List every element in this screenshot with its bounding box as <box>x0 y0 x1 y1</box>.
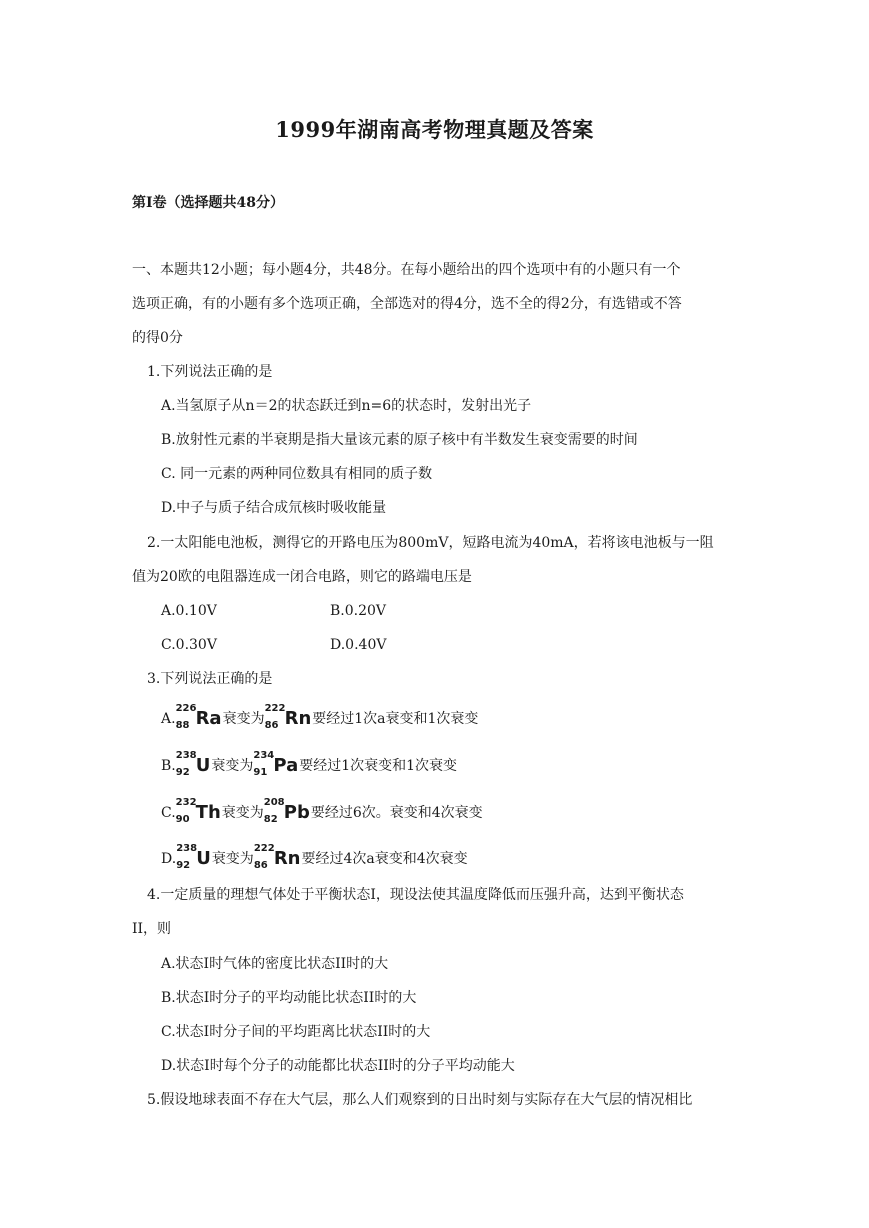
element-symbol: Pa <box>273 755 299 776</box>
atomic-number: 86 <box>264 720 279 731</box>
q5-stem-line-1: 5.假设地球表面不存在大气层，那么人们观察到的日出时刻与实际存在大气层的情况相比 <box>147 1092 693 1108</box>
intro-line-3: 的得0分 <box>132 330 183 346</box>
option-suffix: 要经过1次a衰变和1次衰变 <box>312 711 479 727</box>
element-symbol: U <box>195 755 211 776</box>
q4-option-a: A.状态I时气体的密度比状态II时的大 <box>161 956 389 972</box>
q1-option-c: C. 同一元素的两种同位数具有相同的质子数 <box>161 466 433 482</box>
nuclide-thorium <box>176 798 221 828</box>
mass-number: 222 <box>253 843 275 854</box>
q1-stem: 1.下列说法正确的是 <box>147 364 273 380</box>
atomic-number: 91 <box>253 767 268 778</box>
q3-option-c <box>161 798 483 828</box>
q3-option-a <box>161 704 478 734</box>
mass-number: 222 <box>264 703 286 714</box>
q3-stem: 3.下列说法正确的是 <box>147 671 273 687</box>
element-symbol: U <box>196 848 211 869</box>
q2-option-a: A.0.10V <box>161 603 217 619</box>
element-symbol: Pb <box>283 802 310 823</box>
mass-number: 226 <box>175 703 197 714</box>
atomic-number: 88 <box>175 720 190 731</box>
atomic-number: 82 <box>263 814 278 825</box>
element-symbol: Ra <box>195 708 222 729</box>
atomic-number: 92 <box>175 767 190 778</box>
decay-text: 衰变为 <box>222 711 265 727</box>
element-symbol: Th <box>195 802 221 823</box>
atomic-number: 90 <box>175 814 190 825</box>
decay-text: 衰变为 <box>211 758 254 774</box>
nuclide-radon <box>265 704 312 734</box>
nuclide-protactinium <box>253 751 298 781</box>
mass-number: 238 <box>176 843 198 854</box>
atomic-number: 92 <box>176 860 191 871</box>
q4-option-b: B.状态I时分子的平均动能比状态II时的大 <box>161 990 417 1006</box>
option-prefix: D. <box>161 851 177 867</box>
option-prefix: B. <box>161 758 176 774</box>
option-prefix: A. <box>161 711 176 727</box>
mass-number: 234 <box>253 750 275 761</box>
q1-option-d: D.中子与质子结合成氘核时吸收能量 <box>161 500 387 516</box>
decay-text: 衰变为 <box>221 805 264 821</box>
q1-option-a: A.当氢原子从n＝2的状态跃迁到n=6的状态时，发射出光子 <box>161 398 532 414</box>
mass-number: 232 <box>175 797 197 808</box>
nuclide-uranium <box>176 844 211 874</box>
q2-stem-line-1: 2.一太阳能电池板，测得它的开路电压为800mV，短路电流为40mA，若将该电池板与一阻 <box>147 535 714 551</box>
nuclide-radium <box>176 704 222 734</box>
nuclide-radon <box>254 844 301 874</box>
decay-text: 衰变为 <box>211 851 254 867</box>
intro-line-2: 选项正确，有的小题有多个选项正确，全部选对的得4分，选不全的得2分，有选错或不答 <box>132 296 682 312</box>
q3-option-b <box>161 751 457 781</box>
q2-stem-line-2: 值为20欧的电阻器连成一闭合电路，则它的路端电压是 <box>132 569 472 585</box>
option-suffix: 要经过4次a衰变和4次衰变 <box>301 851 468 867</box>
q3-option-d <box>161 844 468 874</box>
q1-option-b: B.放射性元素的半衰期是指大量该元素的原子核中有半数发生衰变需要的时间 <box>161 432 638 448</box>
element-symbol: Rn <box>273 848 301 869</box>
q4-option-c: C.状态I时分子间的平均距离比状态II时的大 <box>161 1024 431 1040</box>
atomic-number: 86 <box>253 860 268 871</box>
q2-option-d: D.0.40V <box>330 637 387 653</box>
q2-option-b: B.0.20V <box>330 603 387 619</box>
option-suffix: 要经过6次。衰变和4次衰变 <box>310 805 483 821</box>
q4-stem-line-2: II，则 <box>132 921 172 937</box>
mass-number: 238 <box>175 750 197 761</box>
element-symbol: Rn <box>284 708 312 729</box>
section-heading: 第Ⅰ卷（选择题共48分） <box>132 195 285 211</box>
intro-line-1: 一、本题共12小题；每小题4分，共48分。在每小题给出的四个选项中有的小题只有一个 <box>132 262 681 278</box>
nuclide-lead <box>264 798 310 828</box>
page-title: 1999年湖南高考物理真题及答案 <box>275 117 594 142</box>
option-prefix: C. <box>161 805 176 821</box>
option-suffix: 要经过1次衰变和1次衰变 <box>299 758 458 774</box>
q2-option-c: C.0.30V <box>161 637 217 653</box>
q4-stem-line-1: 4.一定质量的理想气体处于平衡状态I，现设法使其温度降低而压强升高，达到平衡状态 <box>147 887 684 903</box>
mass-number: 208 <box>263 797 285 808</box>
q4-option-d: D.状态I时每个分子的动能都比状态II时的分子平均动能大 <box>161 1058 515 1074</box>
nuclide-uranium <box>176 751 211 781</box>
